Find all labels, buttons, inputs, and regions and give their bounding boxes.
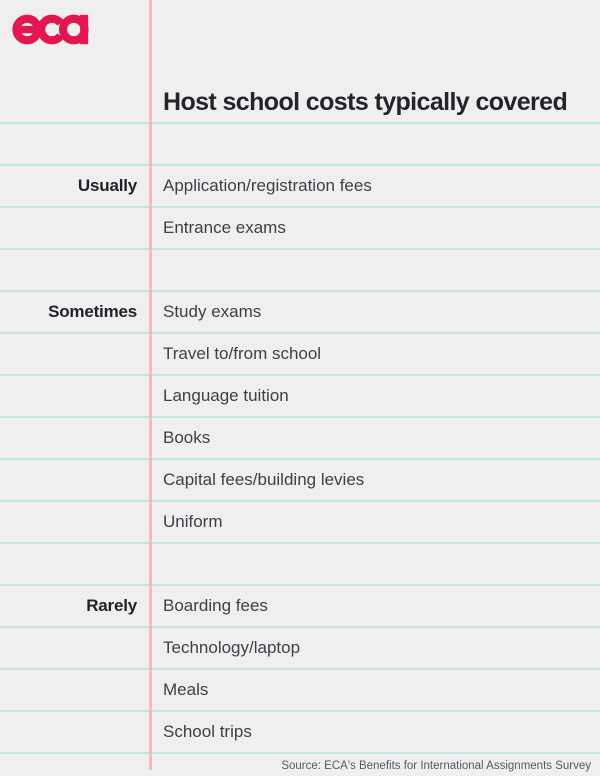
item-label: Travel to/from school [163,344,322,363]
item-label: Uniform [163,512,223,531]
item-label: Meals [163,680,209,699]
table-row [0,668,600,710]
table-row [0,290,600,332]
table-row [0,122,600,164]
item-label: School trips [163,722,252,741]
table-row [0,206,600,248]
chart-title: Host school costs typically covered [163,88,568,116]
eca-logo-icon [12,13,89,46]
table-row [0,542,600,584]
table-row [0,332,600,374]
item-label: Language tuition [163,386,289,405]
table-row [0,374,600,416]
item-label: Entrance exams [163,218,286,237]
table-row [0,416,600,458]
item-label: Technology/laptop [163,638,301,657]
item-label: Application/registration fees [163,176,372,195]
frequency-label: Sometimes [48,302,137,321]
item-label: Boarding fees [163,596,268,615]
table-row [0,626,600,668]
source-text: Source: ECA's Benefits for International Assignments Survey [281,760,591,772]
rows [0,122,600,752]
table-row [0,248,600,290]
item-label: Study exams [163,302,262,321]
table-row [0,584,600,626]
table-row [0,710,600,752]
frequency-label: Rarely [86,596,137,615]
frequency-label: Usually [77,176,137,195]
footer [0,752,600,776]
table-row [0,164,600,206]
table-row [0,458,600,500]
item-label: Books [163,428,211,447]
eca-logo [12,13,89,46]
margin-line [149,0,152,770]
item-label: Capital fees/building levies [163,470,365,489]
table-row [0,500,600,542]
